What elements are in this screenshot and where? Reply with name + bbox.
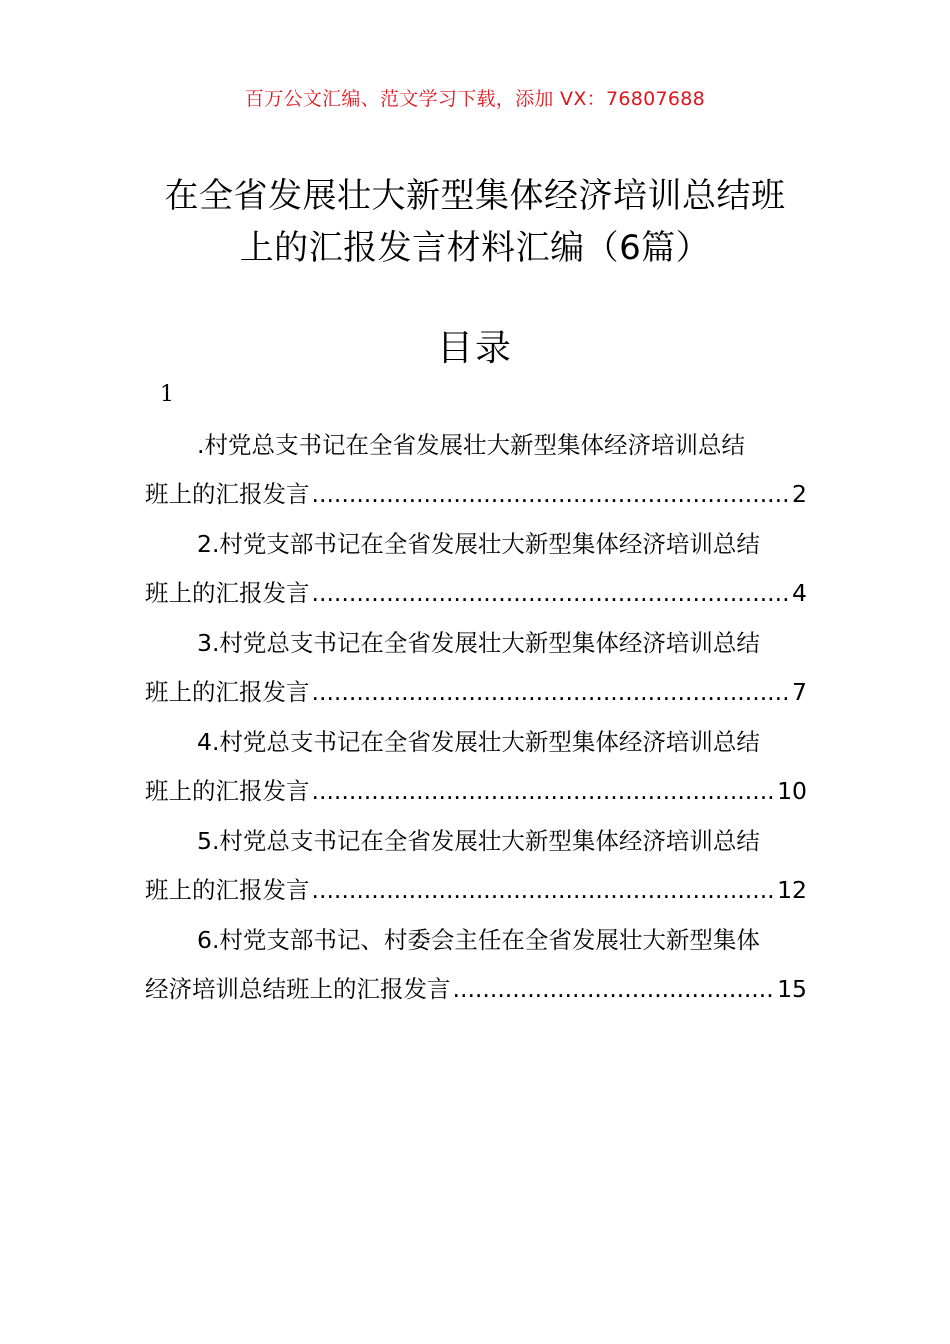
toc-entry-title-continued: 班上的汇报发言 (145, 579, 310, 607)
toc-entry[interactable] (145, 519, 807, 618)
toc-entry[interactable] (145, 618, 807, 717)
toc-entry-title-continued: 班上的汇报发言 (145, 678, 310, 706)
toc-entry-title-continued: 班上的汇报发言 (145, 480, 310, 508)
table-of-contents (145, 420, 807, 1014)
toc-entry-title: 6.村党支部书记、村委会主任在全省发展壮大新型集体 (197, 926, 760, 954)
toc-prefix-number: 1 (160, 382, 174, 407)
toc-entry[interactable] (145, 915, 807, 1014)
toc-entry[interactable] (145, 420, 807, 519)
toc-page-number: 12 (777, 876, 807, 904)
toc-entry-title-continued: 班上的汇报发言 (145, 876, 310, 904)
toc-dot-leader (312, 569, 791, 618)
toc-entry-title: 4.村党总支书记在全省发展壮大新型集体经济培训总结 (197, 728, 760, 756)
toc-entry[interactable] (145, 816, 807, 915)
document-title (0, 170, 950, 274)
toc-entry-title: 3.村党总支书记在全省发展壮大新型集体经济培训总结 (197, 629, 760, 657)
header-note: 百万公文汇编、范文学习下载，添加 VX：76807688 (244, 88, 706, 110)
toc-dot-leader (312, 668, 791, 717)
toc-page-number: 10 (777, 777, 807, 805)
toc-dot-leader (312, 767, 776, 816)
toc-entry-title-continued: 经济培训总结班上的汇报发言 (145, 975, 451, 1003)
toc-entry-title: .村党总支书记在全省发展壮大新型集体经济培训总结 (197, 431, 745, 459)
toc-dot-leader (312, 866, 776, 915)
toc-page-number: 2 (792, 480, 807, 508)
toc-page-number: 4 (792, 579, 807, 607)
toc-entry-title: 5.村党总支书记在全省发展壮大新型集体经济培训总结 (197, 827, 760, 855)
toc-entry-title: 2.村党支部书记在全省发展壮大新型集体经济培训总结 (197, 530, 760, 558)
toc-page-number: 15 (777, 975, 807, 1003)
toc-dot-leader (453, 965, 776, 1014)
toc-heading: 目录 (436, 328, 513, 369)
toc-page-number: 7 (792, 678, 807, 706)
document-title-line-1: 在全省发展壮大新型集体经济培训总结班 (164, 176, 786, 216)
toc-entry-title-continued: 班上的汇报发言 (145, 777, 310, 805)
document-title-line-2: 上的汇报发言材料汇编（6篇） (239, 228, 711, 268)
toc-entry[interactable] (145, 717, 807, 816)
toc-dot-leader (312, 470, 791, 519)
